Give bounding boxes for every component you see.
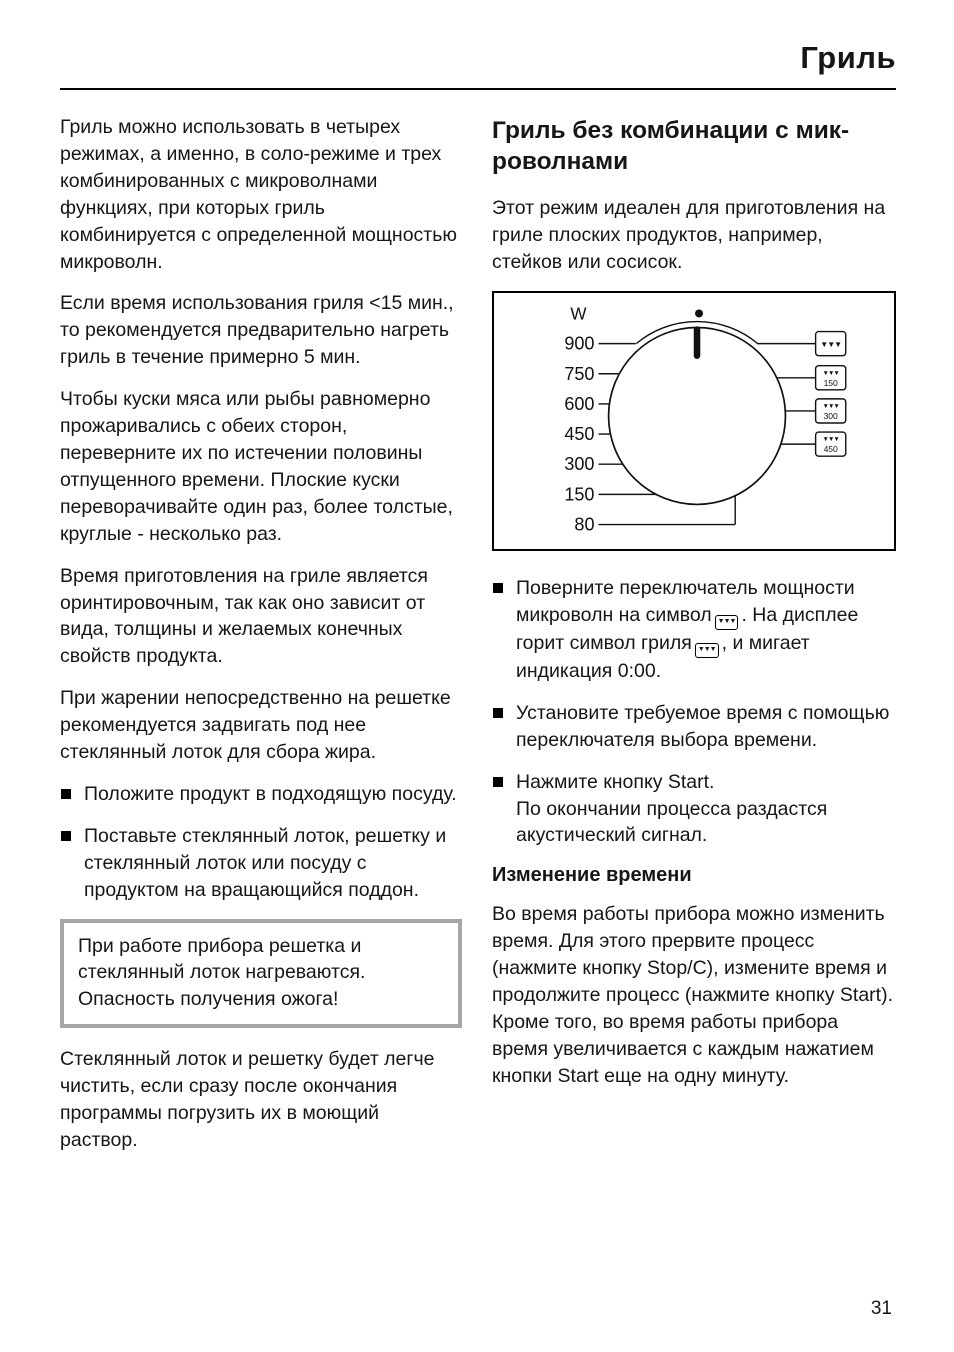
page-title: Гриль bbox=[800, 40, 896, 75]
list-item-text bbox=[516, 769, 896, 850]
section-heading bbox=[492, 116, 896, 177]
instruction-text: Нажмите кнопку Start. bbox=[516, 770, 715, 793]
right-column bbox=[492, 114, 896, 1169]
grill-450w-icon bbox=[816, 432, 846, 456]
left-column bbox=[60, 114, 462, 1169]
section-heading-line2: роволнами bbox=[492, 147, 629, 175]
paragraph: Во время работы прибора можно изменить время. Для этого прервите процесс (нажмите кнопку Stop/C), измените время и продолжите процесс (нажмите кнопку Start). bbox=[492, 903, 894, 1007]
power-dial-svg bbox=[494, 293, 894, 549]
svg-text:150: 150 bbox=[823, 377, 838, 388]
subsection-heading: Изменение времени bbox=[492, 864, 692, 887]
list-item bbox=[60, 781, 462, 808]
bullet-square-icon bbox=[493, 583, 503, 593]
grill-symbol-inline-icon: ▼▼▼ bbox=[695, 643, 719, 658]
power-level-label: 450 bbox=[564, 424, 595, 445]
section-heading-line1: Гриль без комбинации с мик- bbox=[492, 117, 850, 144]
list-item-text: Установите требуемое время с помощью переключателя выбора времени. bbox=[516, 701, 890, 751]
power-level-label: 80 bbox=[574, 514, 595, 535]
two-column-layout bbox=[60, 114, 896, 1169]
paragraph: Стеклянный лоток и решетку будет легче чистить, если сразу после окончания программы погрузить их в моющий раствор. bbox=[60, 1048, 435, 1151]
power-level-label: 300 bbox=[564, 454, 595, 475]
dial-knob bbox=[609, 309, 786, 504]
header-rule bbox=[60, 88, 896, 90]
instruction-text: Поверните переключатель мощности микроволн на символ bbox=[516, 576, 855, 626]
bullet-square-icon bbox=[61, 831, 71, 841]
paragraph: Время приготовления на гриле является оринтировочным, так как оно зависит от вида, толщины и желаемых конечных свойств продукта. bbox=[60, 564, 428, 668]
grill-symbol-inline-icon: ▼▼▼ bbox=[715, 615, 739, 630]
bullet-square-icon bbox=[493, 708, 503, 718]
list-item-text bbox=[516, 575, 896, 685]
instruction-text: , и мигает индикация 0:00. bbox=[516, 631, 810, 682]
paragraph: Гриль можно использовать в четырех режимах, а именно, в соло-режиме и трех комбинированных с микроволнами функциях, при которых гриль комбинируется с определенной мощностью микроволн. bbox=[60, 116, 457, 273]
list-item bbox=[492, 575, 896, 685]
svg-text:▼▼▼: ▼▼▼ bbox=[822, 369, 839, 377]
power-level-label: 750 bbox=[564, 363, 595, 384]
svg-text:300: 300 bbox=[823, 410, 838, 421]
svg-text:▼▼▼: ▼▼▼ bbox=[820, 340, 842, 350]
list-item-text: Положите продукт в подходящую посуду. bbox=[84, 782, 457, 805]
power-dial-diagram bbox=[492, 291, 896, 551]
power-level-label: 150 bbox=[564, 484, 595, 505]
list-item bbox=[60, 823, 462, 904]
bullet-square-icon bbox=[493, 777, 503, 787]
instruction-text: . На дисплее горит символ гриля bbox=[516, 603, 859, 654]
power-level-label: 900 bbox=[564, 333, 595, 354]
svg-text:▼▼▼: ▼▼▼ bbox=[822, 436, 839, 444]
warning-box bbox=[60, 919, 462, 1029]
paragraph: Кроме того, во время работы прибора время увеличивается с каждым нажатием кнопки Start еще на одну минуту. bbox=[492, 1010, 874, 1087]
paragraph: При жарении непосредственно на решетке рекомендуется задвигать под нее стеклянный лоток для сбора жира. bbox=[60, 687, 451, 764]
list-item bbox=[492, 769, 896, 850]
grill-300w-icon bbox=[816, 399, 846, 423]
diagram-unit-label: W bbox=[570, 304, 587, 324]
page-content bbox=[60, 40, 896, 1169]
svg-text:450: 450 bbox=[823, 444, 838, 455]
instruction-text: По окончании процесса раздастся акустический сигнал. bbox=[516, 797, 828, 847]
svg-text:▼▼▼: ▼▼▼ bbox=[822, 402, 839, 410]
grill-150w-icon bbox=[816, 366, 846, 390]
grill-symbol-icons bbox=[816, 332, 846, 457]
bullet-square-icon bbox=[61, 789, 71, 799]
warning-text: При работе прибора решетка и стеклянный лоток нагреваются. Опасность получения ожога! bbox=[78, 934, 366, 1011]
dial-index-dot bbox=[695, 309, 703, 317]
list-item-text: Поставьте стеклянный лоток, решетку и стеклянный лоток или посуду с продуктом на вращающийся поддон. bbox=[84, 824, 447, 901]
paragraph: Этот режим идеален для приготовления на гриле плоских продуктов, например, стейков или сосисок. bbox=[492, 197, 886, 274]
list-item bbox=[492, 700, 896, 754]
page-number: 31 bbox=[870, 1298, 892, 1319]
paragraph: Если время использования гриля <15 мин., то рекомендуется предварительно нагреть гриль в течение примерно 5 мин. bbox=[60, 292, 454, 369]
grill-only-icon bbox=[816, 332, 846, 356]
paragraph: Чтобы куски мяса или рыбы равномерно прожаривались с обеих сторон, переверните их по истечении половины отпущенного времени. Плоские куски переворачивайте один раз, более толстые, круглые - несколько раз. bbox=[60, 388, 453, 545]
power-level-label: 600 bbox=[564, 393, 595, 414]
